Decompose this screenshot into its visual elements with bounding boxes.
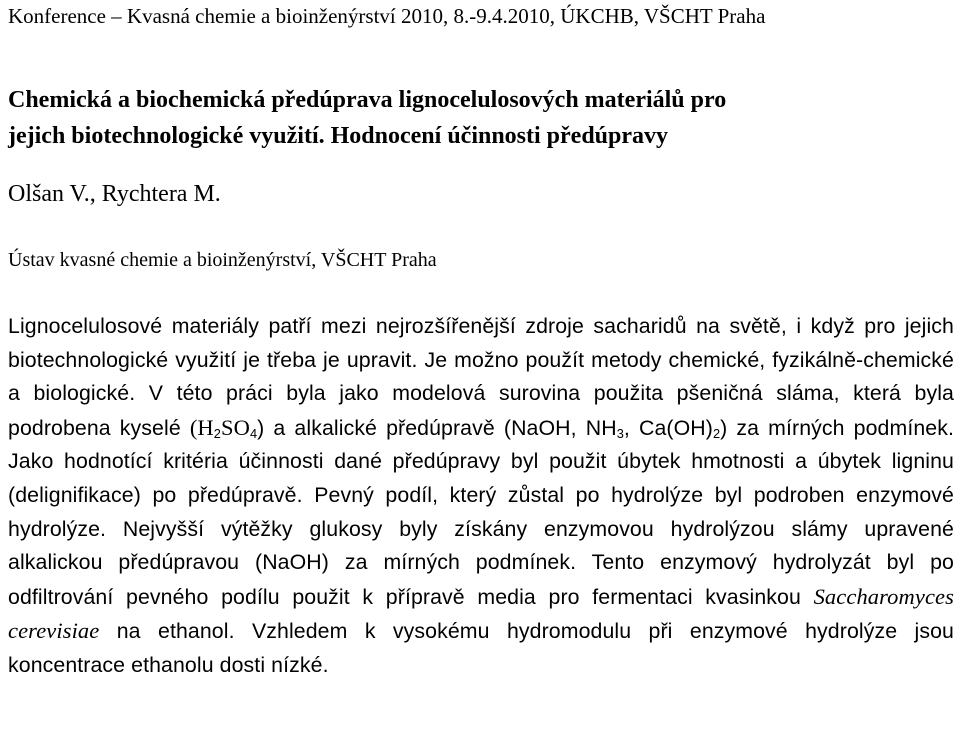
formula-end: ) za mírných podmínek. <box>720 415 954 440</box>
abstract-part-1: Lignocelulosové materiály patří mezi nejrozšířenější zdroje sacharidů na světě, i když pro jejich biotechnologické využití je třeba je upravit. Je možno použít metody chemické, fyzikálně-chemické a biologické. V této práci byla jako modelová surovina použita pšeničná sláma, která byla podrobena kyselé <box>8 314 954 440</box>
formula-so: SO <box>221 414 250 440</box>
conference-header: Konference – Kvasná chemie a bioinženýrství 2010, 8.-9.4.2010, ÚKCHB, VŠCHT Praha <box>8 4 766 28</box>
paper-title-line-1: Chemická a biochemická předúprava lignocelulosových materiálů pro <box>8 87 727 113</box>
formula-open: (H <box>189 414 214 440</box>
formula-sub-nh3: 3 <box>616 425 624 441</box>
formula-caoh: , Ca(OH) <box>623 415 713 440</box>
authors: Olšan V., Rychtera M. <box>8 181 221 207</box>
affiliation: Ústav kvasné chemie a bioinženýrství, VŠCHT Praha <box>8 249 437 271</box>
formula-mid: ) a alkalické předúpravě (NaOH, NH <box>257 415 617 440</box>
formula-sub-so4: 4 <box>249 425 258 441</box>
abstract-part-3: Jako hodnotící kritéria účinnosti dané předúpravy byl použit úbytek hmotnosti a úbytek ligninu (delignifikace) po předúpravě. Pevný podíl, který zůstal po hydrolýze byl podroben enzymové hydrolýze. Nejvyšší výtěžky glukosy byly získány enzymovou hydrolýzou slámy upravené alkalickou předúpravou (NaOH) za mírných podmínek. Tento enzymový hydrolyzát byl po odfiltrování pevného podílu použit k přípravě media pro fermentaci kvasinkou <box>8 449 954 609</box>
formula-sub-h2: 2 <box>213 425 221 441</box>
paper-title <box>8 82 952 154</box>
abstract-part-4: na ethanol. Vzhledem k vysokému hydromodulu při enzymové hydrolýze jsou koncentrace ethanolu dosti nízké. <box>8 619 954 677</box>
species-name: Saccharomyces cerevisiae <box>8 583 954 644</box>
paper-title-line-2: jejich biotechnologické využití. Hodnocení účinnosti předúpravy <box>8 123 669 149</box>
abstract-body <box>8 310 954 683</box>
formula-sub-caoh2: 2 <box>712 425 721 441</box>
